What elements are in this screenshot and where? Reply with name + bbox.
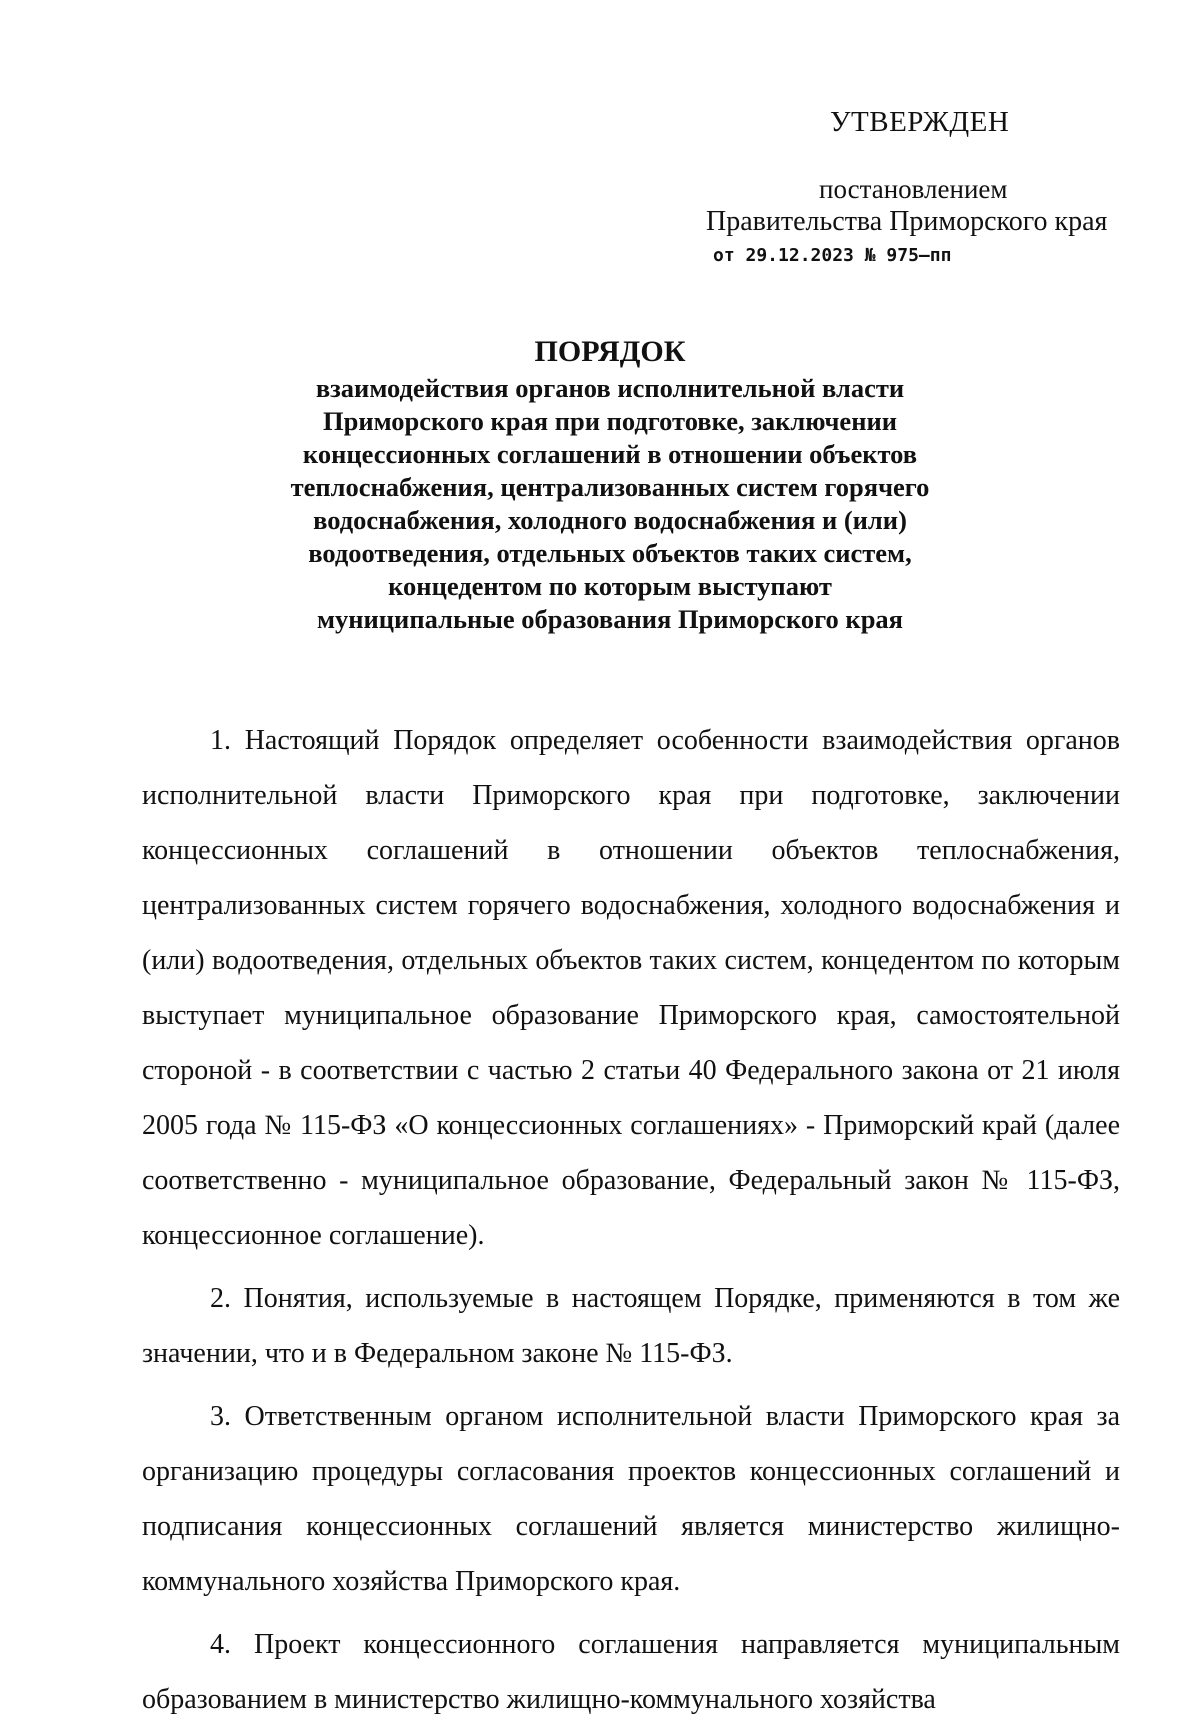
title-line: водоснабжения, холодного водоснабжения и (или) [313, 505, 907, 535]
approval-stamp [0, 0, 1200, 280]
decree-line-2: Правительства Приморского края [706, 206, 1108, 237]
decree-number: от 29.12.2023 № 975–пп [713, 245, 952, 266]
title-line: муниципальные образования Приморского края [316, 604, 904, 634]
paragraph-3: 3. Ответственным органом исполнительной власти Приморского края за организацию процедуры согласования проектов концессионных соглашений и подписания концессионных соглашений является министерство жилищно-коммунального хозяйства Приморского края. [142, 1401, 1120, 1597]
decree-line-1: постановлением [819, 174, 1008, 204]
document-title: ПОРЯДОК [534, 335, 686, 368]
title-line: концессионных соглашений в отношении объектов [302, 439, 918, 469]
document-body [142, 713, 1120, 1735]
approved-title: УТВЕРЖДЕН [830, 106, 1010, 138]
title-line: водоотведения, отдельных объектов таких систем, [308, 538, 912, 568]
title-line: концедентом по которым выступают [388, 571, 832, 601]
paragraph-2: 2. Понятия, используемые в настоящем Порядке, применяются в том же значении, что и в Федеральном законе № 115-ФЗ. [142, 1283, 1120, 1369]
document-title-block [245, 334, 975, 636]
title-line: теплоснабжения, централизованных систем горячего [290, 472, 930, 502]
paragraph-1: 1. Настоящий Порядок определяет особенности взаимодействия органов исполнительной власти Приморского края при подготовке, заключении концессионных соглашений в отношении объектов теплоснабжения, централизованных систем горячего водоснабжения, холодного водоснабжения и (или) водоотведения, отдельных объектов таких систем, концедентом по которым выступает муниципальное образование Приморского края, самостоятельной стороной - в соответствии с частью 2 статьи 40 Федерального закона от 21 июля 2005 года № 115-ФЗ «О концессионных соглашениях» - Приморский край (далее соответственно - муниципальное образование, Федеральный закон № 115-ФЗ, концессионное соглашение). [142, 725, 1120, 1251]
title-line: Приморского края при подготовке, заключении [322, 406, 898, 436]
paragraph-4: 4. Проект концессионного соглашения направляется муниципальным образованием в министерство жилищно-коммунального хозяйства [142, 1629, 1120, 1715]
title-line: взаимодействия органов исполнительной власти [315, 373, 905, 403]
